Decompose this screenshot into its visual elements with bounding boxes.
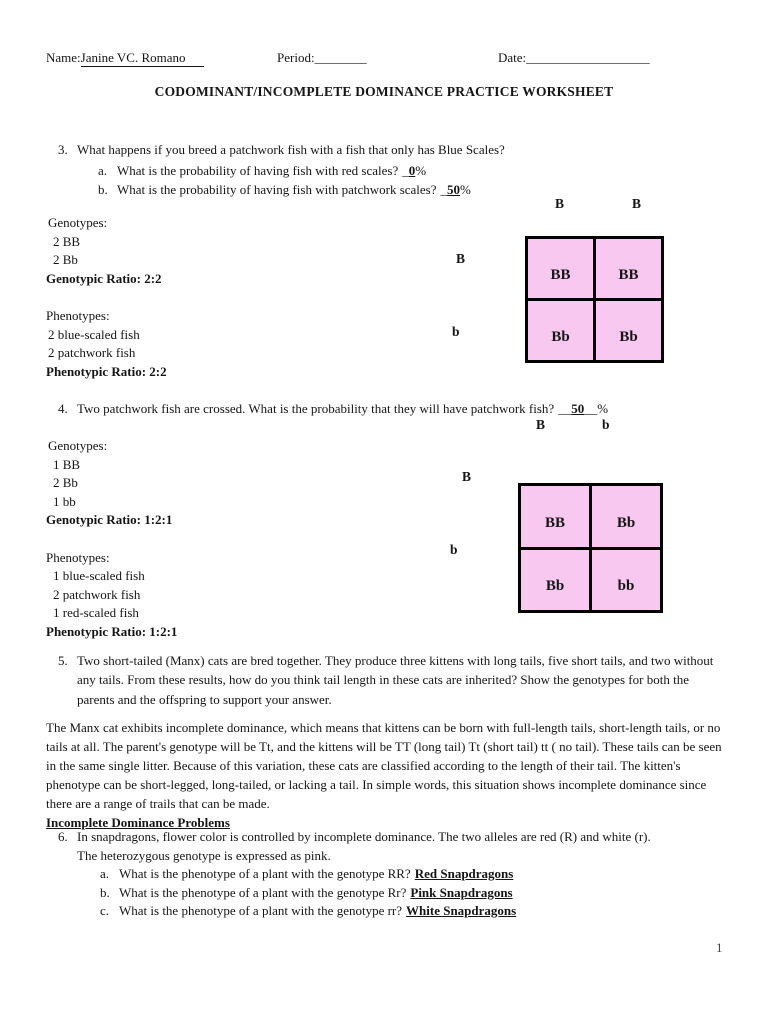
q3-phenotypic-ratio: Phenotypic Ratio: 2:2 bbox=[46, 363, 167, 379]
punnett-square-q4 bbox=[518, 483, 663, 613]
q3b-question: What is the probability of having fish with patchwork scales? bbox=[117, 182, 437, 197]
q6a-answer: Red Snapdragons bbox=[414, 866, 514, 881]
period-label: Period: bbox=[277, 50, 315, 65]
punnett1-cell-1: BB bbox=[528, 239, 593, 298]
date-field bbox=[498, 50, 650, 66]
punnett1-col-header-2: B bbox=[632, 196, 642, 211]
punnett2-cell-4: bb bbox=[592, 550, 660, 611]
q4-phenotype-item: 1 red-scaled fish bbox=[53, 605, 139, 621]
page-title: CODOMINANT/INCOMPLETE DOMINANCE PRACTICE WORKSHEET bbox=[154, 84, 614, 99]
q4-blank-prefix: __ bbox=[558, 401, 572, 416]
punnett1-col-header-1: B bbox=[555, 196, 565, 211]
q3-question: What happens if you breed a patchwork fish with a fish that only has Blue Scales? bbox=[77, 142, 505, 157]
q4-question: Two patchwork fish are crossed. What is the probability that they will have patchwork fish? bbox=[77, 401, 555, 416]
q3a-label: a. bbox=[98, 163, 108, 178]
q4-results-block bbox=[46, 437, 177, 642]
spacer bbox=[46, 288, 167, 307]
punnett1-cell-3: Bb bbox=[528, 301, 593, 360]
period-blank: ________ bbox=[314, 50, 367, 65]
q3a-question: What is the probability of having fish with red scales? bbox=[117, 163, 399, 178]
incomplete-dominance-heading: Incomplete Dominance Problems bbox=[46, 815, 230, 830]
q3-genotypes-heading: Genotypes: bbox=[48, 215, 108, 230]
punnett2-cell-2: Bb bbox=[592, 486, 660, 547]
punnett2-col-header-2: b bbox=[602, 417, 610, 432]
q6-question-line1: In snapdragons, flower color is controlled by incomplete dominance. The two alleles are red (R) and white (r). bbox=[77, 829, 651, 844]
q6c-answer: White Snapdragons bbox=[406, 903, 517, 918]
q4-phenotype-item: 1 blue-scaled fish bbox=[53, 568, 145, 584]
punnett2-row-header-1: B bbox=[462, 469, 472, 484]
punnett1-cell-4: Bb bbox=[596, 301, 661, 360]
q4-phenotypes-heading: Phenotypes: bbox=[46, 549, 110, 565]
q4-genotypes-heading: Genotypes: bbox=[48, 438, 108, 453]
question-5 bbox=[58, 651, 727, 709]
q3a-blank-prefix: _ bbox=[402, 163, 409, 178]
q3-genotype-item: 2 Bb bbox=[53, 252, 78, 268]
q3b-blank-prefix: _ bbox=[440, 182, 448, 197]
q4-answer: 50 bbox=[571, 401, 585, 416]
q3-phenotype-item: 2 blue-scaled fish bbox=[48, 326, 140, 342]
q3b-percent: % bbox=[460, 182, 471, 197]
q6-number: 6. bbox=[58, 829, 68, 844]
punnett2-cell-3: Bb bbox=[521, 550, 589, 611]
q3b-answer: 50 bbox=[447, 182, 461, 197]
q3a-percent: % bbox=[415, 163, 427, 178]
q6b-answer: Pink Snapdragons bbox=[410, 885, 513, 900]
punnett1-cell-2: BB bbox=[596, 239, 661, 298]
punnett2-row-header-2: b bbox=[450, 542, 458, 557]
q4-phenotypic-ratio: Phenotypic Ratio: 1:2:1 bbox=[46, 623, 178, 639]
q3b-label: b. bbox=[98, 182, 108, 197]
q6b-label: b. bbox=[100, 885, 110, 900]
q3-phenotype-item: 2 patchwork fish bbox=[48, 345, 136, 361]
manx-paragraph: The Manx cat exhibits incomplete dominance, which means that kittens can be born with full-length tails, short-length tails, or no tails at all. The parent's genotype will be Tt, and the kittens will be TT (long tail) Tt (short tail) tt ( no tail). These tails can be seen in the same single litter. Because of this variation, these cats are classified according to the length of their tail. The kitten's phenotype can be short-legged, long-tailed, or lacking a tail. In simple words, this situation shows incomplete dominance since there are a range of trails that can be made. bbox=[46, 720, 722, 811]
q3a-answer: 0 bbox=[408, 163, 416, 178]
q6-question-line2: The heterozygous genotype is expressed as pink. bbox=[77, 848, 331, 864]
question-6 bbox=[58, 827, 737, 866]
q6a-label: a. bbox=[100, 866, 110, 881]
q4-genotype-item: 1 BB bbox=[53, 456, 81, 472]
q4-phenotype-item: 2 patchwork fish bbox=[53, 586, 141, 602]
punnett-square-q3 bbox=[525, 236, 664, 363]
q3-phenotypes-heading: Phenotypes: bbox=[46, 307, 110, 323]
question-6a bbox=[100, 864, 513, 883]
q3-genotypic-ratio: Genotypic Ratio: 2:2 bbox=[46, 270, 162, 286]
question-3b bbox=[98, 180, 471, 199]
name-value: Janine VC. Romano bbox=[81, 50, 204, 67]
question-3a bbox=[98, 161, 426, 180]
question-6b bbox=[100, 883, 513, 902]
q4-number: 4. bbox=[58, 401, 68, 416]
manx-section bbox=[46, 718, 730, 832]
name-field bbox=[46, 50, 204, 67]
q6a-question: What is the phenotype of a plant with the genotype RR? bbox=[119, 866, 411, 881]
period-field bbox=[277, 50, 367, 66]
q3-results-block bbox=[46, 214, 167, 381]
q3-genotype-item: 2 BB bbox=[53, 233, 81, 249]
page-number: 1 bbox=[716, 940, 723, 955]
q5-question: Two short-tailed (Manx) cats are bred together. They produce three kittens with long tails, five short tails, and two without any tails. From these results, how do you think tail length in these cats are inherited? Show the genotypes for both the parents and the offspring to support your answer. bbox=[77, 653, 714, 707]
q5-number: 5. bbox=[58, 653, 68, 668]
q4-percent: __% bbox=[584, 401, 609, 416]
q4-genotype-item: 2 Bb bbox=[53, 475, 78, 491]
question-4 bbox=[58, 399, 608, 418]
question-6c bbox=[100, 901, 516, 920]
q4-genotype-item: 1 bb bbox=[53, 493, 76, 509]
punnett1-row-header-2: b bbox=[452, 324, 460, 339]
q4-genotypic-ratio: Genotypic Ratio: 1:2:1 bbox=[46, 512, 173, 528]
date-blank: ___________________ bbox=[526, 50, 650, 65]
q6b-question: What is the phenotype of a plant with the genotype Rr? bbox=[119, 885, 407, 900]
q6c-question: What is the phenotype of a plant with the genotype rr? bbox=[119, 903, 403, 918]
punnett2-col-header-1: B bbox=[536, 417, 546, 432]
name-label: Name: bbox=[46, 50, 81, 65]
spacer bbox=[46, 530, 177, 549]
question-3 bbox=[58, 140, 505, 159]
punnett1-row-header-1: B bbox=[456, 251, 466, 266]
q3-number: 3. bbox=[58, 142, 68, 157]
punnett2-cell-1: BB bbox=[521, 486, 589, 547]
q6c-label: c. bbox=[100, 903, 110, 918]
date-label: Date: bbox=[498, 50, 527, 65]
